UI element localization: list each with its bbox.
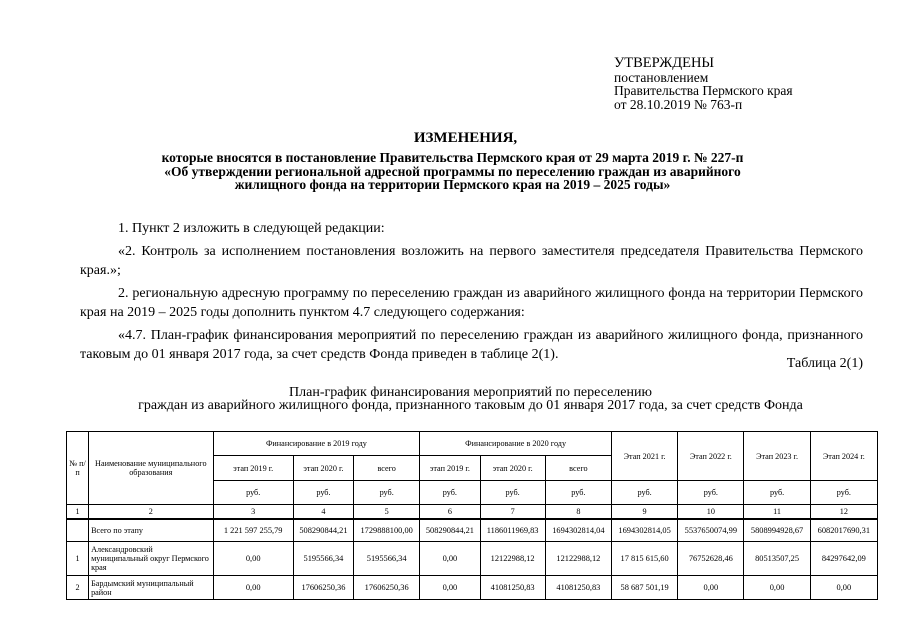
row-value: 41081250,83 <box>545 576 611 600</box>
unit-cell: руб. <box>420 481 480 505</box>
row-value: 76752628,46 <box>678 542 744 576</box>
row-num <box>67 519 89 542</box>
unit-cell: руб. <box>480 481 545 505</box>
unit-cell: руб. <box>545 481 611 505</box>
row-num: 1 <box>67 542 89 576</box>
header-stage: этап 2019 г. <box>420 456 480 481</box>
unit-cell: руб. <box>611 481 677 505</box>
header-stage: этап 2020 г. <box>480 456 545 481</box>
row-value: 0,00 <box>810 576 877 600</box>
row-value: 17606250,36 <box>293 576 353 600</box>
document-title: ИЗМЕНЕНИЯ, <box>413 130 518 146</box>
table-title <box>0 386 905 412</box>
column-number: 8 <box>545 505 611 519</box>
row-value: 12122988,12 <box>480 542 545 576</box>
header-stage-2022: Этап 2022 г. <box>678 432 744 481</box>
subtitle-line: «Об утверждении региональной адресной программы по переселению граждан из аварийного <box>164 163 741 179</box>
subtitle-line: жилищного фонда на территории Пермского края на 2019 – 2025 годы» <box>234 177 671 192</box>
unit-cell: руб. <box>293 481 353 505</box>
row-value: 508290844,21 <box>293 519 353 542</box>
unit-cell: руб. <box>810 481 877 505</box>
unit-cell: руб. <box>354 481 420 505</box>
row-value: 5537650074,99 <box>678 519 744 542</box>
approval-line: Правительства Пермского края <box>614 83 793 98</box>
table-row <box>67 542 878 576</box>
unit-cell: руб. <box>678 481 744 505</box>
approval-title: УТВЕРЖДЕНЫ <box>614 55 715 71</box>
paragraph: «2. Контроль за исполнением постановления возложить на первого заместителя председателя Правительства Пермского края.»; <box>80 243 863 278</box>
paragraph: 1. Пункт 2 изложить в следующей редакции: <box>118 221 385 236</box>
header-fin-2019: Финансирование в 2019 году <box>213 432 420 456</box>
row-name: Александровский муниципальный округ Пермского края <box>89 542 213 576</box>
column-number: 3 <box>213 505 293 519</box>
row-value: 17 815 615,60 <box>611 542 677 576</box>
table-row-total <box>67 519 878 542</box>
row-value: 5195566,34 <box>354 542 420 576</box>
document-header <box>0 130 905 192</box>
document-body <box>80 219 863 365</box>
approval-stamp <box>614 57 793 111</box>
row-value: 1729888100,00 <box>354 519 420 542</box>
header-stage-2024: Этап 2024 г. <box>810 432 877 481</box>
row-value: 12122988,12 <box>545 542 611 576</box>
row-value: 1186011969,83 <box>480 519 545 542</box>
row-value: 0,00 <box>420 542 480 576</box>
row-value: 508290844,21 <box>420 519 480 542</box>
row-value: 1 221 597 255,79 <box>213 519 293 542</box>
financing-table <box>66 431 878 600</box>
subtitle-line: которые вносятся в постановление Правительства Пермского края от 29 марта 2019 г. № 227-п <box>161 150 744 165</box>
column-number-row <box>67 505 878 519</box>
table-label: Таблица 2(1) <box>786 356 863 371</box>
paragraph: 2. региональную адресную программу по переселению граждан из аварийного жилищного фонда на территории Пермского края на 2019 – 2025 годы дополнить пунктом 4.7 следующего содержания: <box>80 285 863 320</box>
row-value: 5195566,34 <box>293 542 353 576</box>
column-number: 2 <box>89 505 213 519</box>
column-number: 12 <box>810 505 877 519</box>
row-value: 84297642,09 <box>810 542 877 576</box>
column-number: 6 <box>420 505 480 519</box>
row-name: Бардымский муниципальный район <box>89 576 213 600</box>
unit-cell: руб. <box>744 481 810 505</box>
header-stage-2021: Этап 2021 г. <box>611 432 677 481</box>
approval-line: от 28.10.2019 № 763-п <box>614 96 743 112</box>
table-row <box>67 576 878 600</box>
row-value: 6082017690,31 <box>810 519 877 542</box>
row-value: 5808994928,67 <box>744 519 810 542</box>
header-total: всего <box>545 456 611 481</box>
row-value: 41081250,83 <box>480 576 545 600</box>
column-number: 11 <box>744 505 810 519</box>
row-value: 0,00 <box>213 576 293 600</box>
header-name: Наименование муниципального образования <box>89 432 213 505</box>
row-num: 2 <box>67 576 89 600</box>
row-name: Всего по этапу <box>89 519 213 542</box>
approval-line: постановлением <box>614 69 709 85</box>
document-subtitle <box>0 151 905 192</box>
table-title-line: граждан из аварийного жилищного фонда, признанного таковым до 01 января 2017 года, за счет средств Фонда <box>138 398 803 413</box>
row-value: 1694302814,04 <box>545 519 611 542</box>
row-value: 0,00 <box>678 576 744 600</box>
header-stage: этап 2020 г. <box>293 456 353 481</box>
column-number: 5 <box>354 505 420 519</box>
paragraph: «4.7. План-график финансирования мероприятий по переселению граждан из аварийного жилищного фонда, признанного таковым до 01 января 2017 года, за счет средств Фонда приведен в таблице 2(1). <box>80 327 863 362</box>
row-value: 0,00 <box>213 542 293 576</box>
table-header-row <box>67 432 878 456</box>
header-stage-2023: Этап 2023 г. <box>744 432 810 481</box>
column-number: 1 <box>67 505 89 519</box>
row-value: 1694302814,05 <box>611 519 677 542</box>
header-stage: этап 2019 г. <box>213 456 293 481</box>
row-value: 0,00 <box>744 576 810 600</box>
header-total: всего <box>354 456 420 481</box>
column-number: 4 <box>293 505 353 519</box>
header-num: № п/п <box>67 432 89 505</box>
column-number: 7 <box>480 505 545 519</box>
row-value: 80513507,25 <box>744 542 810 576</box>
column-number: 10 <box>678 505 744 519</box>
row-value: 17606250,36 <box>354 576 420 600</box>
table-title-line: План-график финансирования мероприятий по переселению <box>289 385 652 400</box>
row-value: 58 687 501,19 <box>611 576 677 600</box>
row-value: 0,00 <box>420 576 480 600</box>
column-number: 9 <box>611 505 677 519</box>
header-fin-2020: Финансирование в 2020 году <box>420 432 612 456</box>
unit-cell: руб. <box>213 481 293 505</box>
